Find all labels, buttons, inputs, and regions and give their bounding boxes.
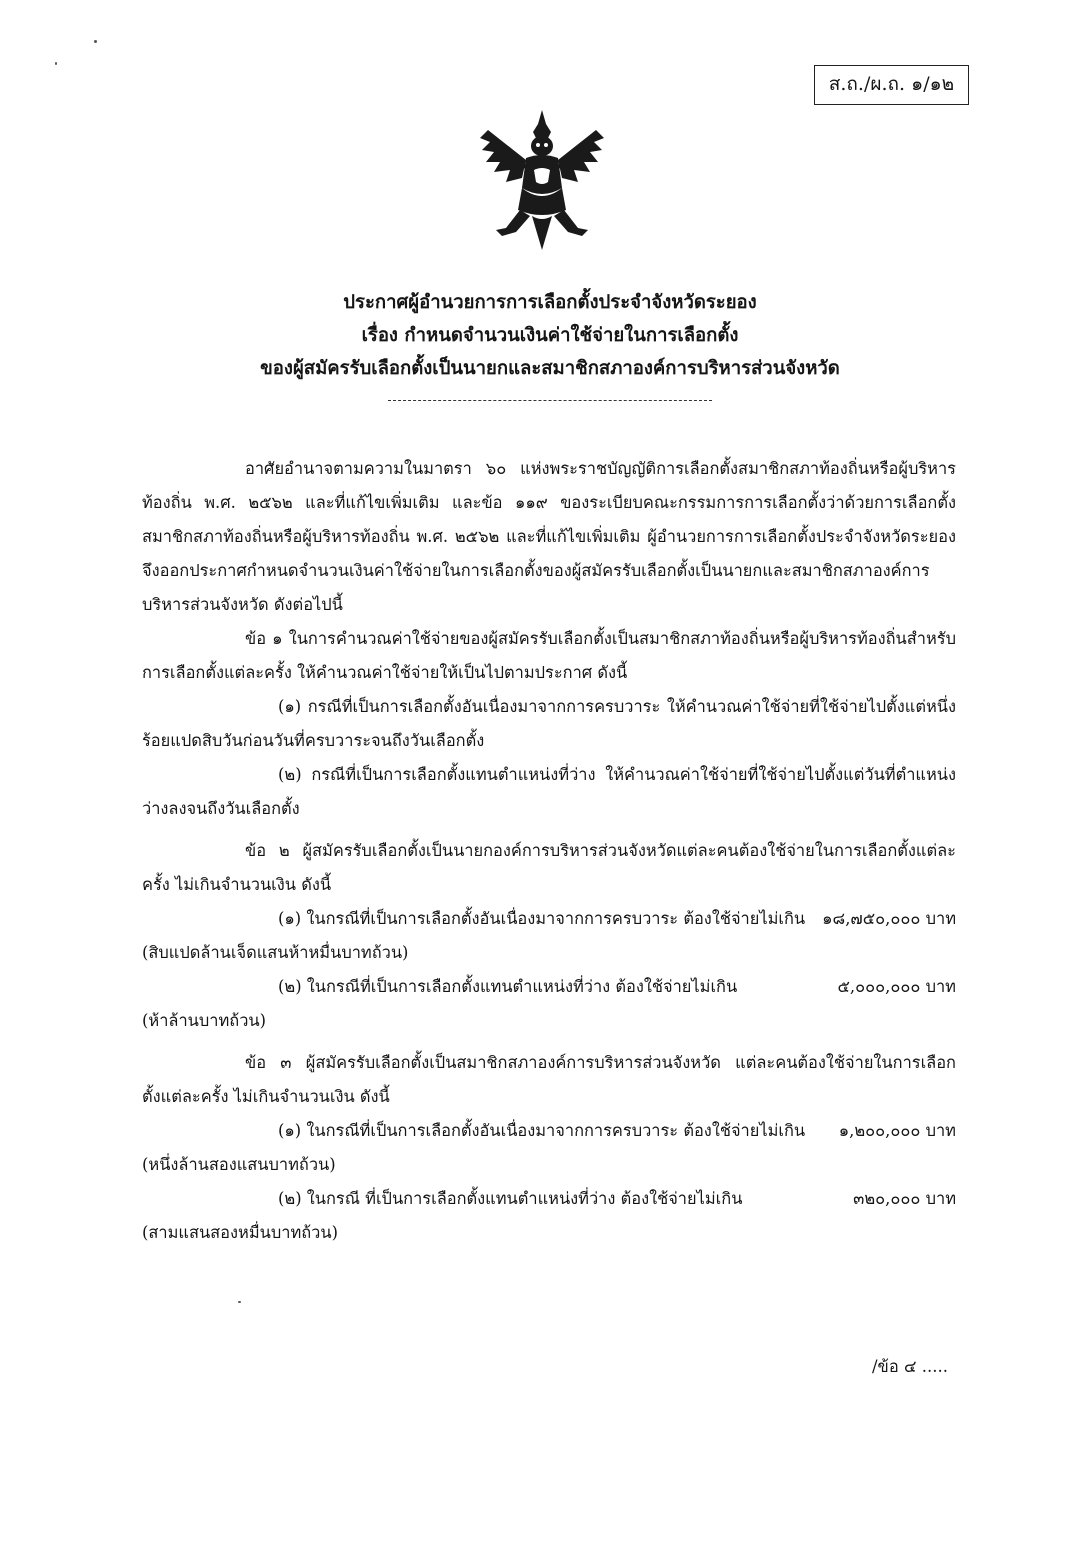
clause-3-item-1-lead: (๑) ในกรณีที่เป็นการเลือกตั้งอันเนื่องมาจากการครบวาระ ต้องใช้จ่ายไม่เกิน [278, 1121, 806, 1140]
title-separator [388, 400, 712, 401]
announcement-title [140, 286, 960, 385]
preamble-paragraph: อาศัยอำนาจตามความในมาตรา ๖๐ แห่งพระราชบัญญัติการเลือกตั้งสมาชิกสภาท้องถิ่นหรือผู้บริหารท้องถิ่น พ.ศ. ๒๕๖๒ และที่แก้ไขเพิ่มเติม และข้อ ๑๑๙ ของระเบียบคณะกรรมการการเลือกตั้งว่าด้วยการเลือกตั้งสมาชิกสภาท้องถิ่นหรือผู้บริหารท้องถิ่น พ.ศ. ๒๕๖๒ และที่แก้ไขเพิ่มเติม ผู้อำนวยการการเลือกตั้งประจำจังหวัดระยอง จึงออกประกาศกำหนดจำนวนเงินค่าใช้จ่ายในการเลือกตั้งของผู้สมัครรับเลือกตั้งเป็นนายกและสมาชิกสภาองค์การบริหารส่วนจังหวัด ดังต่อไปนี้ [142, 459, 956, 614]
garuda-emblem-icon [476, 108, 608, 254]
clause-2-item-1-amount: ๑๘,๗๕๐,๐๐๐ บาท [822, 909, 956, 928]
clause-2-item-2 [142, 970, 956, 1004]
clause-3-item-1-amount: ๑,๒๐๐,๐๐๐ บาท [838, 1121, 956, 1140]
clause-1-item-1: (๑) กรณีที่เป็นการเลือกตั้งอันเนื่องมาจากการครบวาระ ให้คำนวณค่าใช้จ่ายที่ใช้จ่ายไปตั้งแต่หนึ่งร้อยแปดสิบวันก่อนวันที่ครบวาระจนถึงวันเลือกตั้ง [142, 697, 956, 750]
document-code-box: ส.ถ./ผ.ถ. ๑/๑๒ [814, 65, 969, 105]
scan-speck [94, 40, 97, 43]
clause-2-item-1-lead: (๑) ในกรณีที่เป็นการเลือกตั้งอันเนื่องมาจากการครบวาระ ต้องใช้จ่ายไม่เกิน [278, 909, 806, 928]
title-line-2: เรื่อง กำหนดจำนวนเงินค่าใช้จ่ายในการเลือกตั้ง [361, 325, 739, 346]
title-line-1: ประกาศผู้อำนวยการการเลือกตั้งประจำจังหวัดระยอง [343, 292, 757, 313]
clause-3-item-1 [142, 1114, 956, 1148]
clause-2-item-2-words: (ห้าล้านบาทถ้วน) [142, 1011, 266, 1030]
clause-3-item-2-amount: ๓๒๐,๐๐๐ บาท [853, 1189, 956, 1208]
clause-2-item-1-words: (สิบแปดล้านเจ็ดแสนห้าหมื่นบาทถ้วน) [142, 943, 409, 962]
announcement-body [142, 452, 956, 1250]
clause-3-item-2 [142, 1182, 956, 1216]
scan-speck [238, 1301, 241, 1303]
clause-2-item-2-amount: ๕,๐๐๐,๐๐๐ บาท [837, 977, 956, 996]
clause-1-item-2: (๒) กรณีที่เป็นการเลือกตั้งแทนตำแหน่งที่ว่าง ให้คำนวณค่าใช้จ่ายที่ใช้จ่ายไปตั้งแต่วันที่ตำแหน่งว่างลงจนถึงวันเลือกตั้ง [142, 765, 956, 818]
clause-2-item-2-lead: (๒) ในกรณีที่เป็นการเลือกตั้งแทนตำแหน่งที่ว่าง ต้องใช้จ่ายไม่เกิน [278, 977, 738, 996]
clause-2-text: ข้อ ๒ ผู้สมัครรับเลือกตั้งเป็นนายกองค์การบริหารส่วนจังหวัดแต่ละคนต้องใช้จ่ายในการเลือกตั้งแต่ละครั้ง ไม่เกินจำนวนเงิน ดังนี้ [142, 841, 956, 894]
continuation-note: /ข้อ ๔ ..... [872, 1357, 948, 1376]
clause-2-item-1 [142, 902, 956, 936]
scan-speck [55, 62, 57, 65]
clause-3-text: ข้อ ๓ ผู้สมัครรับเลือกตั้งเป็นสมาชิกสภาองค์การบริหารส่วนจังหวัด แต่ละคนต้องใช้จ่ายในการเลือกตั้งแต่ละครั้ง ไม่เกินจำนวนเงิน ดังนี้ [142, 1053, 956, 1106]
clause-3-item-2-words: (สามแสนสองหมื่นบาทถ้วน) [142, 1223, 338, 1242]
clause-3-item-1-words: (หนึ่งล้านสองแสนบาทถ้วน) [142, 1155, 336, 1174]
clause-3-item-2-lead: (๒) ในกรณี ที่เป็นการเลือกตั้งแทนตำแหน่งที่ว่าง ต้องใช้จ่ายไม่เกิน [278, 1189, 743, 1208]
title-line-3: ของผู้สมัครรับเลือกตั้งเป็นนายกและสมาชิกสภาองค์การบริหารส่วนจังหวัด [260, 358, 840, 379]
clause-1-text: ข้อ ๑ ในการคำนวณค่าใช้จ่ายของผู้สมัครรับเลือกตั้งเป็นสมาชิกสภาท้องถิ่นหรือผู้บริหารท้องถิ่นสำหรับการเลือกตั้งแต่ละครั้ง ให้คำนวณค่าใช้จ่ายให้เป็นไปตามประกาศ ดังนี้ [142, 629, 956, 682]
